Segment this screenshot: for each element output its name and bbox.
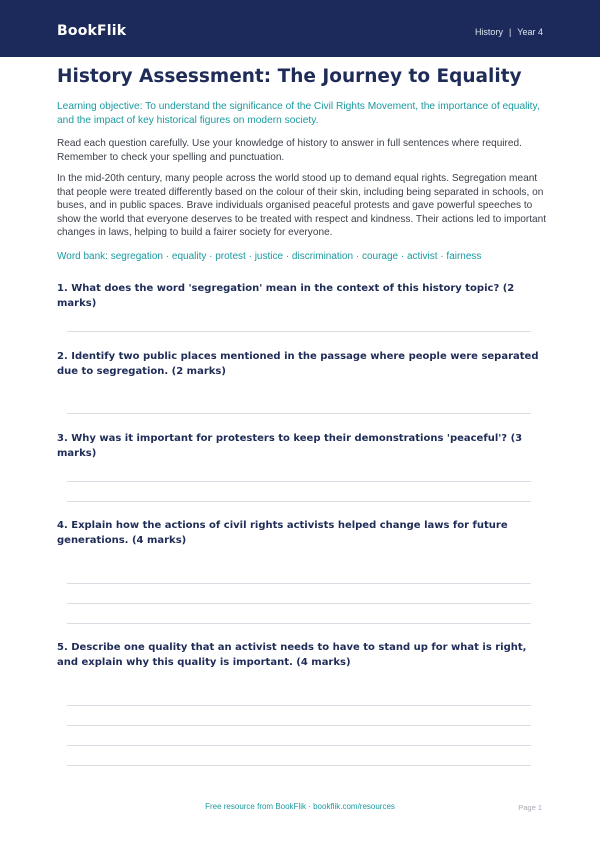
breadcrumb-subject: History [474, 27, 503, 37]
answer-line[interactable] [67, 583, 531, 584]
footer-link[interactable]: Free resource from BookFlik · bookflik.com/resources [205, 802, 395, 811]
breadcrumb-separator: | [508, 27, 512, 37]
header-bar [0, 0, 600, 57]
reading-passage: In the mid-20th century, many people across the world stood up to demand equal rights. Segregation meant that people were treated differently based on the colour of their skin, including being separated in schools, on buses, and in public spaces. Brave individuals organised peaceful protests and gave powerful speeches to show the world that everyone deserves to be treated with respect and kindness. Their actions led to important changes in laws, helping to build a fairer society for everyone. [57, 173, 547, 238]
answer-line[interactable] [67, 603, 531, 604]
breadcrumb [475, 27, 543, 37]
instructions-text: Read each question carefully. Use your knowledge of history to answer in full sentences where required. Remember to check your spelling and punctuation. [57, 138, 522, 163]
answer-line[interactable] [67, 725, 531, 726]
word-bank: Word bank: segregation · equality · protest · justice · discrimination · courage · activist · fairness [57, 251, 482, 262]
answer-line[interactable] [67, 331, 531, 332]
answer-line[interactable] [67, 705, 531, 706]
answer-line[interactable] [67, 745, 531, 746]
question-4: 4. Explain how the actions of civil rights activists helped change laws for future generations. (4 marks) [57, 520, 508, 546]
question-3: 3. Why was it important for protesters to keep their demonstrations 'peaceful'? (3 marks) [57, 433, 523, 459]
learning-objective: Learning objective: To understand the significance of the Civil Rights Movement, the importance of equality, and the impact of key historical figures on modern society. [57, 101, 540, 126]
page-number: Page 1 [518, 803, 542, 812]
brand-logo[interactable]: BookFlik [57, 23, 127, 39]
answer-line[interactable] [67, 413, 531, 414]
question-2: 2. Identify two public places mentioned in the passage where people were separated due to segregation. (2 marks) [57, 351, 539, 377]
breadcrumb-year: Year 4 [517, 27, 543, 37]
answer-line[interactable] [67, 501, 531, 502]
answer-line[interactable] [67, 765, 531, 766]
answer-line[interactable] [67, 623, 531, 624]
page-title: History Assessment: The Journey to Equality [57, 66, 522, 87]
question-5: 5. Describe one quality that an activist needs to have to stand up for what is right, and explain why this quality is important. (4 marks) [57, 642, 527, 668]
question-1: 1. What does the word 'segregation' mean in the context of this history topic? (2 marks) [57, 283, 515, 309]
answer-line[interactable] [67, 481, 531, 482]
